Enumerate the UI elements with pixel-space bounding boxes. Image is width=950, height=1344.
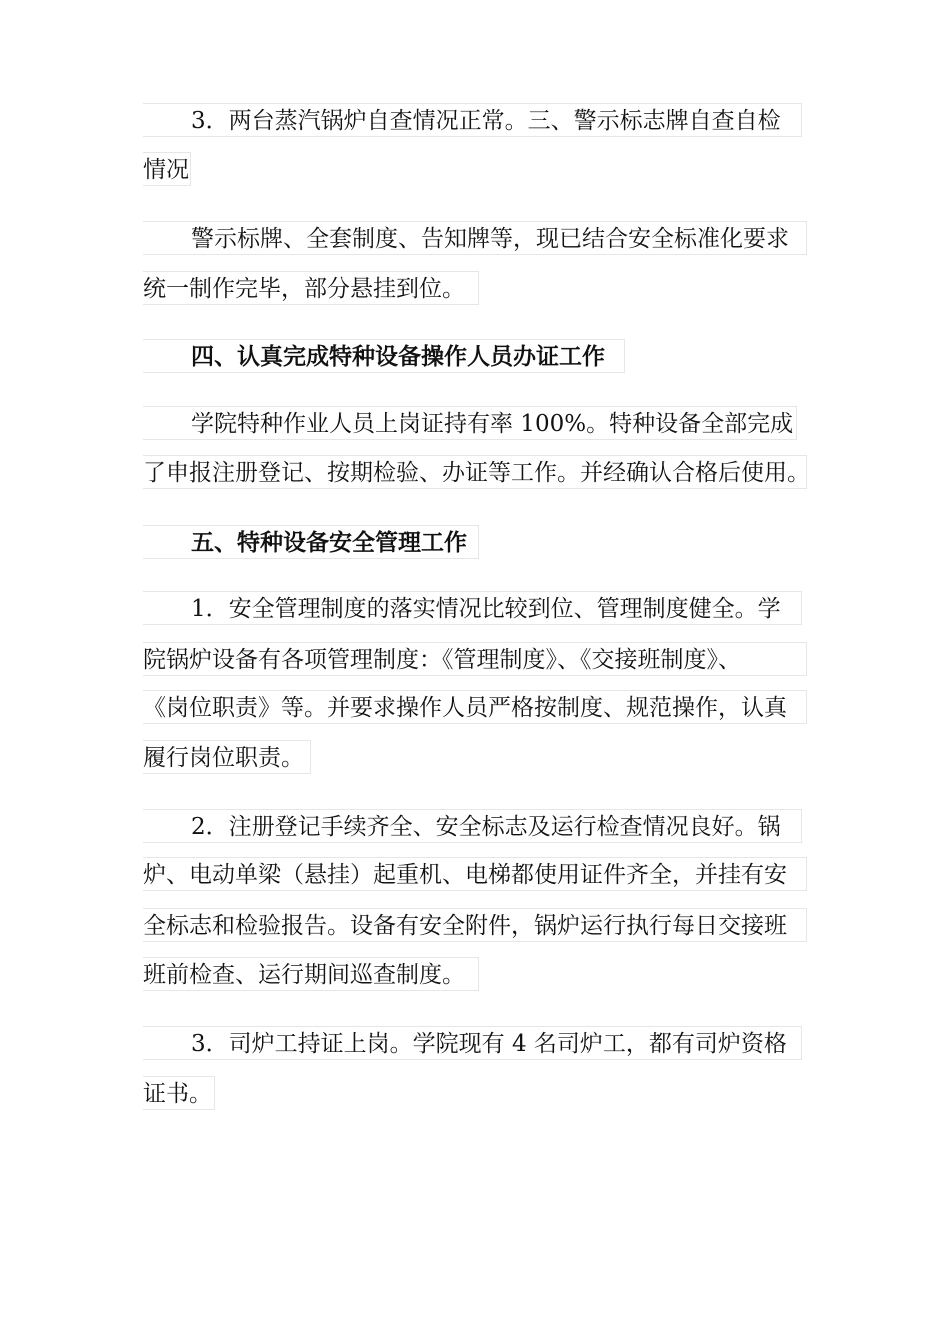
heading-text: 四、认真完成特种设备操作人员办证工作 [191,343,605,370]
line-text: 证书。 [143,1081,212,1107]
paragraph-line [143,809,802,843]
line-text: 警示标牌、全套制度、告知牌等，现已结合安全标准化要求 [191,226,789,252]
paragraph-line [143,221,807,255]
line-text: 3．司炉工持证上岗。学院现有 4 名司炉工，都有司炉资格 [191,1031,787,1057]
line-text: 统一制作完毕，部分悬挂到位。 [143,276,465,302]
paragraph-line [143,908,807,942]
line-text: 院锅炉设备有各项管理制度：《管理制度》、《交接班制度》、 [143,647,741,673]
paragraph-line [143,957,479,991]
line-text: 3．两台蒸汽锅炉自查情况正常。三、警示标志牌自查自检 [191,108,781,134]
line-text: 《岗位职责》等。并要求操作人员严格按制度、规范操作，认真 [143,695,787,721]
paragraph-line [143,455,810,489]
paragraph-line [143,642,807,676]
line-text: 炉、电动单梁（悬挂）起重机、电梯都使用证件齐全，并挂有安 [143,862,787,888]
line-text: 了申报注册登记、按期检验、办证等工作。并经确认合格后使用。 [143,460,810,486]
line-text: 情况 [143,157,189,183]
section-heading [143,339,625,373]
paragraph-line [143,406,797,440]
line-text: 2．注册登记手续齐全、安全标志及运行检查情况良好。锅 [191,814,781,840]
paragraph-line [143,152,191,186]
paragraph-line [143,740,311,774]
line-text: 1．安全管理制度的落实情况比较到位、管理制度健全。学 [191,596,781,622]
paragraph-line [143,103,802,137]
paragraph-line [143,1076,215,1110]
line-text: 学院特种作业人员上岗证持有率 100%。特种设备全部完成 [191,411,794,437]
paragraph-line [143,591,802,625]
paragraph-line [143,857,807,891]
line-text: 全标志和检验报告。设备有安全附件，锅炉运行执行每日交接班 [143,913,787,939]
section-heading [143,525,479,559]
paragraph-line [143,690,807,724]
paragraph-line [143,1026,802,1060]
line-text: 履行岗位职责。 [143,745,304,771]
line-text: 班前检查、运行期间巡查制度。 [143,962,465,988]
paragraph-line [143,271,479,305]
heading-text: 五、特种设备安全管理工作 [191,529,467,556]
